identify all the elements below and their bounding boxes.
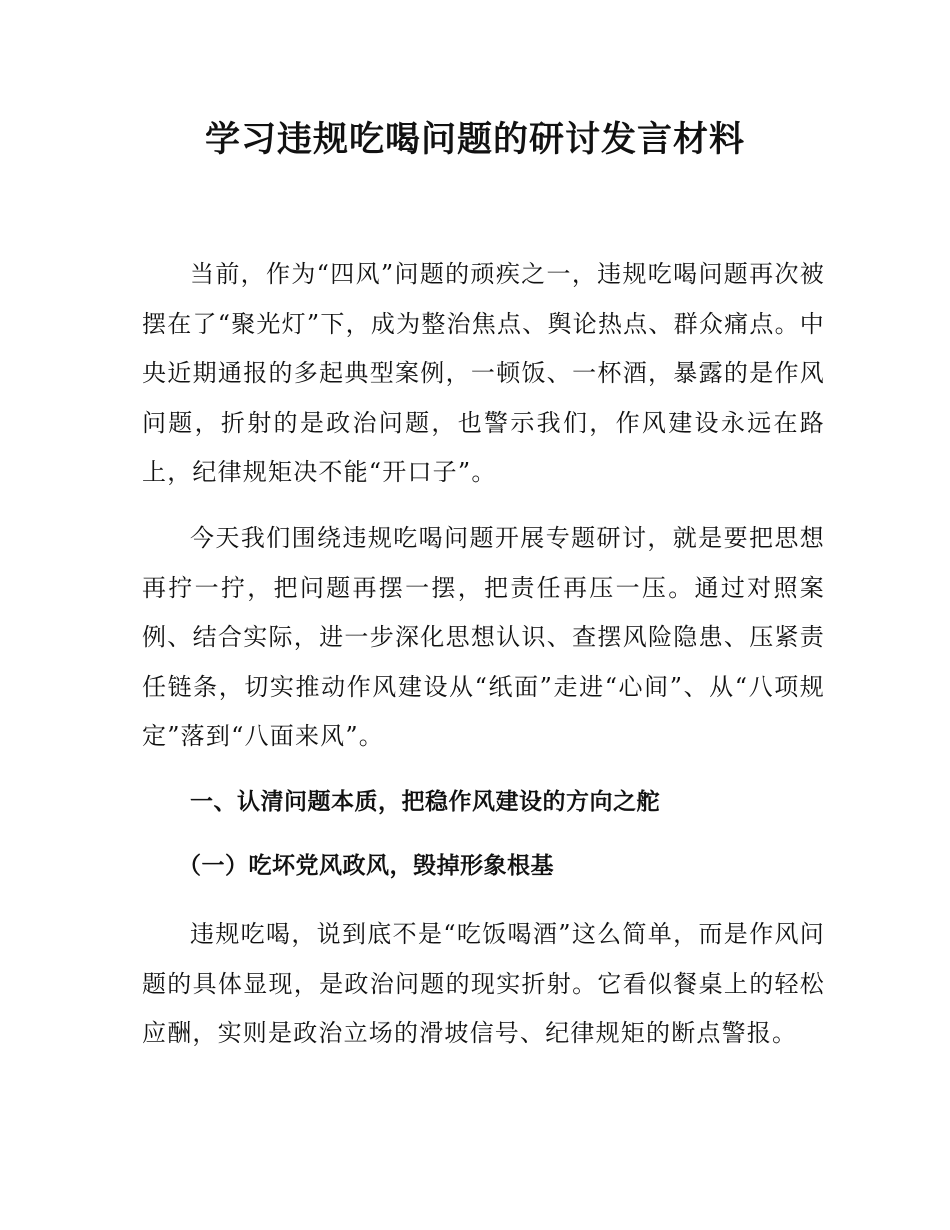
section-heading: 一、认清问题本质，把稳作风建设的方向之舵 bbox=[190, 789, 660, 815]
paragraph-purpose: 今天我们围绕违规吃喝问题开展专题研讨，就是要把思想再拧一拧，把问题再摆一摆，把责任再压一压。通过对照案例、结合实际，进一步深化思想认识、查摆风险隐患、压紧责任链条，切实推动作风建设从“纸面”走进“心间”、从“八项规定”落到“八面来风”。 bbox=[142, 524, 825, 750]
paragraph-intro: 当前，作为“四风”问题的顽疾之一，违规吃喝问题再次被摆在了“聚光灯”下，成为整治焦点、舆论热点、群众痛点。中央近期通报的多起典型案例，一顿饭、一杯酒，暴露的是作风问题，折射的是政治问题，也警示我们，作风建设永远在路上，纪律规矩决不能“开口子”。 bbox=[142, 260, 825, 486]
subsection-heading: （一）吃坏党风政风，毁掉形象根基 bbox=[178, 853, 554, 879]
paragraph-body: 违规吃喝，说到底不是“吃饭喝酒”这么简单，而是作风问题的具体显现，是政治问题的现实折射。它看似餐桌上的轻松应酬，实则是政治立场的滑坡信号、纪律规矩的断点警报。 bbox=[142, 920, 825, 1047]
document-title: 学习违规吃喝问题的研讨发言材料 bbox=[204, 120, 745, 160]
